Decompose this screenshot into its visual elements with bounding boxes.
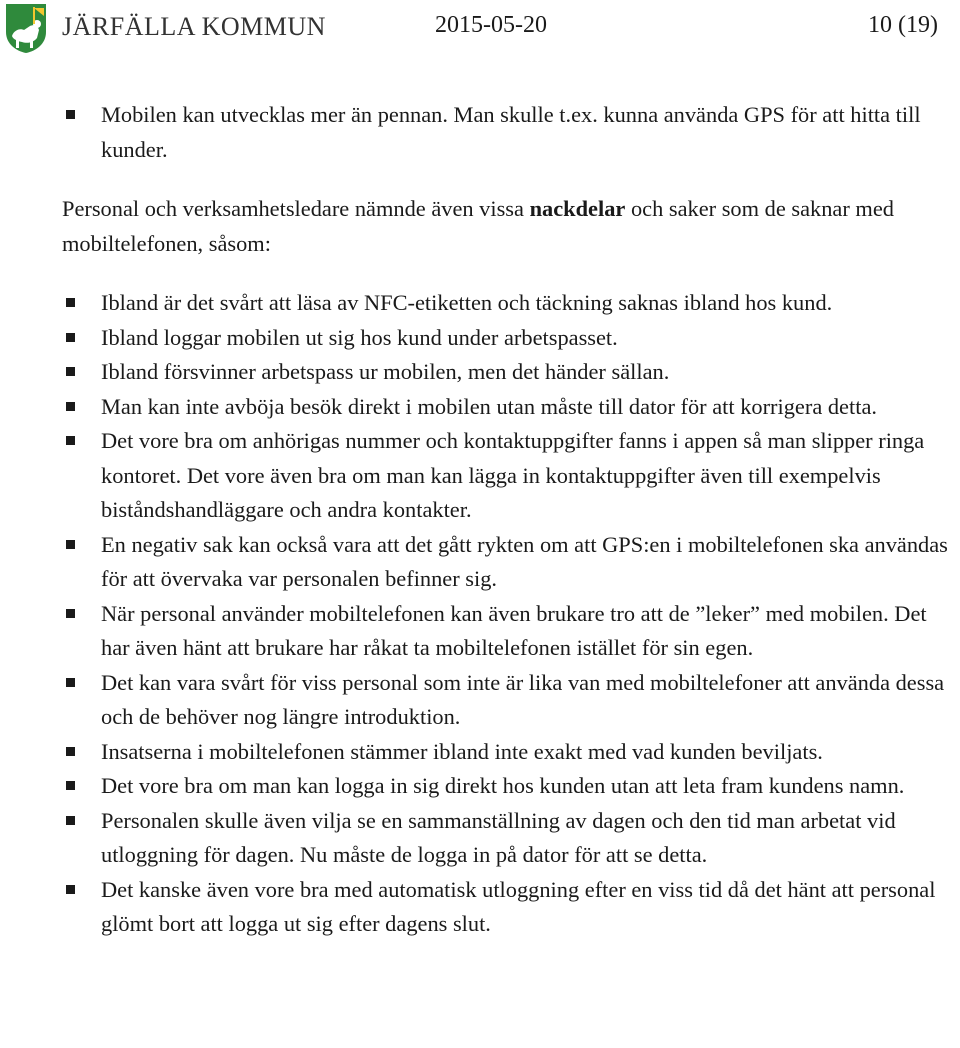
list-item: Ibland är det svårt att läsa av NFC-etiketten och täckning saknas ibland hos kund. <box>0 286 960 321</box>
bullet-square-icon <box>66 367 75 376</box>
bullet-square-icon <box>66 885 75 894</box>
bullet-square-icon <box>66 816 75 825</box>
list-item: Det vore bra om man kan logga in sig direkt hos kunden utan att leta fram kundens namn. <box>0 769 960 804</box>
bullet-square-icon <box>66 609 75 618</box>
drawbacks-list <box>0 286 960 942</box>
list-item: Insatserna i mobiltelefonen stämmer ibland inte exakt med vad kunden beviljats. <box>0 735 960 770</box>
list-item: Personalen skulle även vilja se en sammanställning av dagen och den tid man arbetat vid utloggning för dagen. Nu måste de logga in på dator för att se detta. <box>0 804 960 873</box>
list-item: Man kan inte avböja besök direkt i mobilen utan måste till dator för att korrigera detta. <box>0 390 960 425</box>
bullet-square-icon <box>66 436 75 445</box>
bullet-square-icon <box>66 781 75 790</box>
document-body <box>0 98 960 942</box>
municipality-crest-icon <box>4 2 48 54</box>
bullet-square-icon <box>66 747 75 756</box>
list-item: Mobilen kan utvecklas mer än pennan. Man skulle t.ex. kunna använda GPS för att hitta till kunder. <box>0 98 960 167</box>
bullet-square-icon <box>66 540 75 549</box>
page-number: 10 (19) <box>868 12 938 38</box>
list-item: En negativ sak kan också vara att det gått rykten om att GPS:en i mobiltelefonen ska användas för att övervaka var personalen befinner sig. <box>0 528 960 597</box>
bullet-square-icon <box>66 402 75 411</box>
list-item: Ibland försvinner arbetspass ur mobilen, men det händer sällan. <box>0 355 960 390</box>
bullet-square-icon <box>66 110 75 119</box>
organization-name: JÄRFÄLLA KOMMUN <box>62 12 326 41</box>
bullet-square-icon <box>66 333 75 342</box>
document-date: 2015-05-20 <box>435 12 547 38</box>
page-header <box>0 0 960 56</box>
emphasis-text: nackdelar <box>529 196 626 221</box>
list-item: När personal använder mobiltelefonen kan även brukare tro att de ”leker” med mobilen. Det har även hänt att brukare har råkat ta mobiltelefonen istället för sin egen. <box>0 597 960 666</box>
bullet-square-icon <box>66 298 75 307</box>
intro-paragraph: Personal och verksamhetsledare nämnde även vissa nackdelar och saker som de saknar med mobiltelefonen, såsom: <box>62 196 894 256</box>
list-item: Det kanske även vore bra med automatisk utloggning efter en viss tid då det hänt att personal glömt bort att logga ut sig efter dagens slut. <box>0 873 960 942</box>
list-item: Det vore bra om anhörigas nummer och kontaktuppgifter fanns i appen så man slipper ringa kontoret. Det vore även bra om man kan lägga in kontaktuppgifter även till exempelvis biståndshandläggare och andra kontakter. <box>0 424 960 528</box>
bullet-square-icon <box>66 678 75 687</box>
bullet-list-top <box>0 98 960 167</box>
list-item: Ibland loggar mobilen ut sig hos kund under arbetspasset. <box>0 321 960 356</box>
list-item: Det kan vara svårt för viss personal som inte är lika van med mobiltelefoner att använda dessa och de behöver nog längre introduktion. <box>0 666 960 735</box>
